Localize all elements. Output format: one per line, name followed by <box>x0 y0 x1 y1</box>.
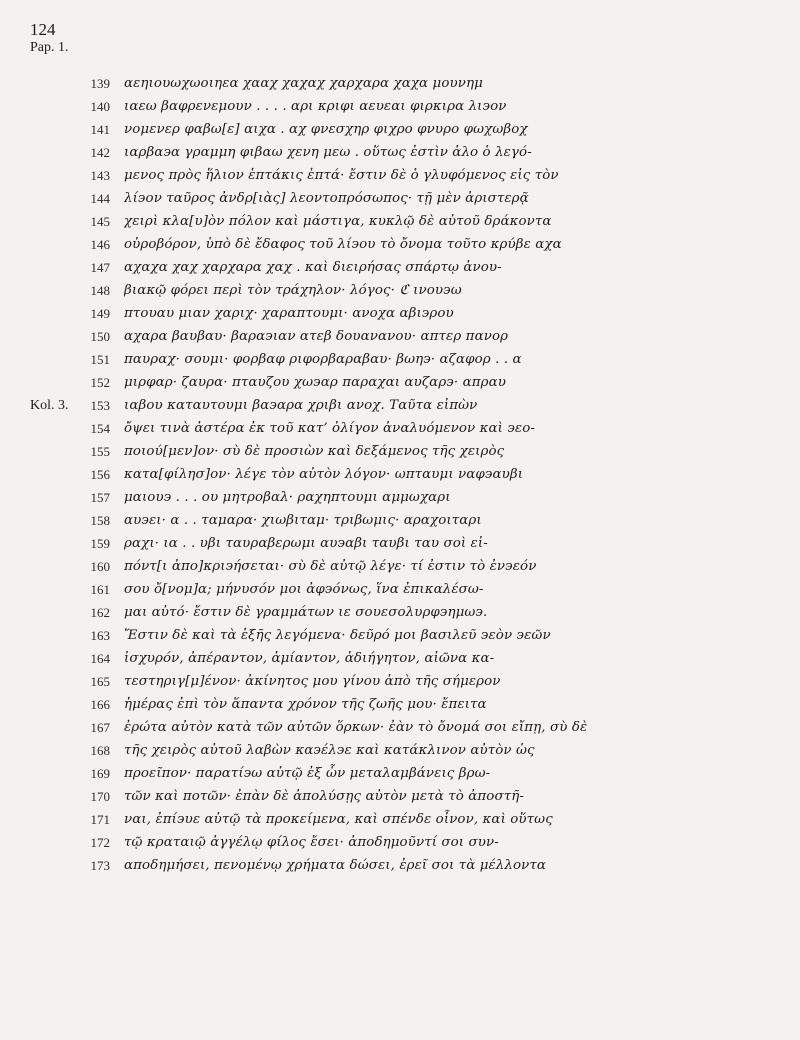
line-text: ιαρβα϶α γραμμη φιβαω χενη μεω . οὕτως ἐστὶν ἀλο ὁ λεγό- <box>124 145 532 160</box>
text-line <box>30 118 770 141</box>
line-number: 146 <box>90 237 110 252</box>
line-number: 162 <box>90 605 110 620</box>
text-line <box>30 854 770 877</box>
page-number: 124 <box>30 20 56 39</box>
line-number: 171 <box>90 812 110 827</box>
line-number: 140 <box>90 99 110 114</box>
line-number: 163 <box>90 628 110 643</box>
text-line <box>30 739 770 762</box>
line-text: αχαχα χαχ χαρχαρα χαχ . καὶ διειρήσας σπάρτῳ ἀνου- <box>124 260 502 275</box>
text-line <box>30 624 770 647</box>
line-number: 159 <box>90 536 110 551</box>
line-text: ποιού[μεν]ον· σὺ δὲ προσιὼν καὶ δεξάμενος τῆς χειρὸς <box>124 444 505 459</box>
line-number: 148 <box>90 283 110 298</box>
text-line <box>30 279 770 302</box>
line-number: 143 <box>90 168 110 183</box>
line-text: τῷ κραταιῷ ἀγγέλῳ φίλος ἔσει· ἀποδημοῦντί σοι συν- <box>124 835 499 850</box>
text-line <box>30 417 770 440</box>
line-number: 142 <box>90 145 110 160</box>
line-text: λί϶ον ταῦρος ἀνδρ[ιὰς] λεοντοπρόσωπος· τῇ μὲν ἀριστερᾷ <box>124 191 529 206</box>
line-text: παυραχ· σουμι· φορβαφ ριφορβαραβαυ· βωη϶· αζαφορ . . α <box>124 352 522 367</box>
line-text: βιακῷ φόρει περὶ τὸν τράχηλον· λόγος· ℭ ινου϶ω <box>124 283 462 298</box>
line-number: 141 <box>90 122 110 137</box>
line-text: ιαεω βαφρενεμουν . . . . αρι κριφι αευεαι φιρκιρα λι϶ον <box>124 99 507 114</box>
line-text: τῶν καὶ ποτῶν· ἐπὰν δὲ ἀπολύσῃς αὐτὸν μετὰ τὸ ἀποστῆ- <box>124 789 524 804</box>
text-line <box>30 601 770 624</box>
line-number: 151 <box>90 352 110 367</box>
line-number: 166 <box>90 697 110 712</box>
text-line <box>30 808 770 831</box>
line-number: 170 <box>90 789 110 804</box>
line-text: αχαρα βαυβαυ· βαρα϶ιαν ατεβ δουανανου· απτερ πανορ <box>124 329 509 344</box>
line-number: 160 <box>90 559 110 574</box>
line-number: 172 <box>90 835 110 850</box>
line-text: μενος πρὸς ἥλιον ἑπτάκις ἑπτά· ἔστιν δὲ ὁ γλυφόμενος εἰς τὸν <box>124 168 559 183</box>
line-number: 145 <box>90 214 110 229</box>
line-number: 153 <box>90 398 110 413</box>
text-line <box>30 509 770 532</box>
text-line <box>30 670 770 693</box>
line-text: πόντ[ι ἀπο]κρι϶ήσεται· σὺ δὲ αὐτῷ λέγε· τί ἐστιν τὸ ἐν϶εόν <box>124 559 537 574</box>
line-text: χειρὶ κλα[υ]ὸν πόλον καὶ μάστιγα, κυκλῷ δὲ αὐτοῦ δράκοντα <box>124 214 552 229</box>
text-line <box>30 831 770 854</box>
line-text: Ἔστιν δὲ καὶ τὰ ἑξῆς λεγόμενα· δεῦρό μοι βασιλεῦ ϶εὸν ϶εῶν <box>124 628 551 643</box>
line-number: 155 <box>90 444 110 459</box>
text-line <box>30 256 770 279</box>
line-text: προεῖπον· παρατί϶ω αὐτῷ ἐξ ὧν μεταλαμβάνεις βρω- <box>124 766 491 781</box>
text-line <box>30 187 770 210</box>
line-number: 165 <box>90 674 110 689</box>
line-text: ὄψει τινὰ ἀστέρα ἐκ τοῦ κατ’ ὀλίγον ἀναλυόμενον καὶ ϶εο- <box>124 421 535 436</box>
line-number: 157 <box>90 490 110 505</box>
line-number: 169 <box>90 766 110 781</box>
line-number: 168 <box>90 743 110 758</box>
text-line <box>30 164 770 187</box>
line-text: οὐροβόρον, ὑπὸ δὲ ἔδαφος τοῦ λί϶ου τὸ ὄνομα τοῦτο κρύβε αχα <box>124 237 562 252</box>
line-text: αεηιουωχωοιηεα χααχ χαχαχ χαρχαρα χαχα μουνημ <box>124 76 483 91</box>
text-line <box>30 302 770 325</box>
line-text: μαι αὐτό· ἔστιν δὲ γραμμάτων ιε σουεσολυρφ϶ημω϶. <box>124 605 488 620</box>
line-number: 139 <box>90 76 110 91</box>
text-line <box>30 486 770 509</box>
line-text: ἡμέρας ἐπὶ τὸν ἅπαντα χρόνον τῆς ζωῆς μου· ἔπειτα <box>124 697 487 712</box>
line-number: 158 <box>90 513 110 528</box>
line-text: ιαβου καταυτουμι βα϶αρα χριβι ανοχ. Ταῦτα εἰπὼν <box>124 398 478 413</box>
line-text: μαιου϶ . . . ου μητροβαλ· ραχηπτουμι αμμωχαρι <box>124 490 451 505</box>
column-label: Kol. 3. <box>30 398 69 413</box>
line-text: νομενερ φαβω[ε] αιχα . αχ φνεσχηρ φιχρο φνυρο φωχωβοχ <box>124 122 528 137</box>
line-number: 150 <box>90 329 110 344</box>
line-number: 154 <box>90 421 110 436</box>
text-line <box>30 233 770 256</box>
line-text: ναι, ἐπί϶υε αὐτῷ τὰ προκείμενα, καὶ σπένδε οἶνον, καὶ οὕτως <box>124 812 553 827</box>
line-text: αυ϶ει· α . . ταμαρα· χιωβιταμ· τριβωμις· αραχοιταρι <box>124 513 482 528</box>
line-text: ἰσχυρόν, ἀπέραντον, ἀμίαντον, ἀδιήγητον, αἰῶνα κα- <box>124 651 495 666</box>
line-text: κατα[φίλησ]ον· λέγε τὸν αὐτὸν λόγον· ωπταυμι ναφ϶αυβι <box>124 467 524 482</box>
text-line <box>30 463 770 486</box>
line-number: 167 <box>90 720 110 735</box>
line-text: πτουαυ μιαν χαριχ· χαραπτουμι· ανοχα αβι϶ρου <box>124 306 454 321</box>
text-line <box>30 532 770 555</box>
text-line <box>30 785 770 808</box>
text-line <box>30 210 770 233</box>
line-number: 147 <box>90 260 110 275</box>
text-lines <box>30 72 770 877</box>
text-line <box>30 716 770 739</box>
line-number: 144 <box>90 191 110 206</box>
text-line <box>30 325 770 348</box>
line-text: σου ὄ[νομ]α; μήνυσόν μοι ἀφ϶όνως, ἵνα ἐπικαλέσω- <box>124 582 484 597</box>
line-number: 156 <box>90 467 110 482</box>
line-number: 149 <box>90 306 110 321</box>
papyrus-label: Pap. 1. <box>30 40 69 55</box>
text-line <box>30 693 770 716</box>
text-line <box>30 95 770 118</box>
line-text: τεστηριγ[μ]ένον· ἀκίνητος μου γίνου ἀπὸ τῆς σήμερον <box>124 674 501 689</box>
line-number: 164 <box>90 651 110 666</box>
line-number: 173 <box>90 858 110 873</box>
line-number: 152 <box>90 375 110 390</box>
text-line <box>30 578 770 601</box>
text-line <box>30 647 770 670</box>
line-text: αποδημήσει, πενομένῳ χρήματα δώσει, ἐρεῖ σοι τὰ μέλλοντα <box>124 858 547 873</box>
line-text: τῆς χειρὸς αὐτοῦ λαβὼν κα϶έλ϶ε καὶ κατάκλινον αὐτὸν ὡς <box>124 743 535 758</box>
text-line <box>30 348 770 371</box>
text-line <box>30 72 770 95</box>
line-number: 161 <box>90 582 110 597</box>
line-text: ἐρώτα αὐτὸν κατὰ τῶν αὐτῶν ὅρκων· ἐὰν τὸ ὄνομά σοι εἴπῃ, σὺ δὲ <box>124 720 588 735</box>
text-line <box>30 371 770 394</box>
line-text: μιρφαρ· ζαυρα· πταυζου χω϶αρ παραχαι αυζαρ϶· απραυ <box>124 375 506 390</box>
text-line <box>30 394 770 417</box>
line-text: ραχι· ια . . υβι ταυραβερωμι αυ϶αβι ταυβι ταυ σοὶ εἰ- <box>124 536 488 551</box>
text-line <box>30 440 770 463</box>
text-line <box>30 762 770 785</box>
text-line <box>30 555 770 578</box>
text-line <box>30 141 770 164</box>
